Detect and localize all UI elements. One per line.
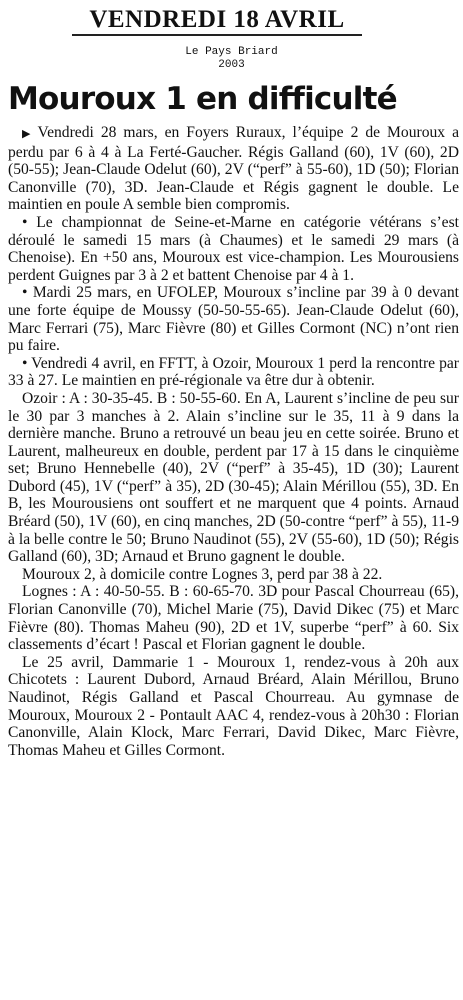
publication-name: Le Pays Briard xyxy=(185,46,278,58)
article-paragraph-6: Mouroux 2, à domicile contre Lognes 3, perd par 38 à 22. xyxy=(22,565,383,583)
publication-source xyxy=(0,46,463,72)
headline: Mouroux 1 en difficulté xyxy=(8,81,397,117)
article-paragraph-1: ▶ Vendredi 28 mars, en Foyers Ruraux, l’équipe 2 de Mouroux a perdu par 6 à 4 à La Ferté-Gaucher. Régis Galland (60), 1V (60), 2D (50-55); Jean-Claude Odelut (60), 2V (“perf” à 55-60), 1D (50); Florian Canonville (70), 3D. Jean-Claude et Régis gagnent le double. Le maintien en poule A semble bien compromis. xyxy=(8,124,459,214)
dateline-box xyxy=(72,6,362,36)
publication-year: 2003 xyxy=(218,59,245,71)
article-paragraph-3: • Mardi 25 mars, en UFOLEP, Mouroux s’incline par 39 à 0 devant une forte équipe de Moussy (50-50-55-65). Jean-Claude Odelut (60), Marc Ferrari (75), Marc Fièvre (80) et Gilles Cormont (NC) n’ont rien pu faire. xyxy=(8,284,459,355)
article-paragraph-5: Ozoir : A : 30-35-45. B : 50-55-60. En A, Laurent s’incline de peu sur le 30 par 3 manches à 2. Alain s’incline sur le 35, 11 à 9 dans la dernière manche. Bruno a retrouvé un beau jeu en cette soirée. Bruno et Laurent, malheureux en double, perdent par 17 à 15 dans le cinquième set; Bruno Hennebelle (40), 2V (“perf” à 35-45), 1D (30); Laurent Dubord (45), 1V (“perf” à 35), 2D (30-45); Alain Mérillou (55), 3D. En B, les Mourousiens ont souffert et ne marquent que 4 points. Arnaud Bréard (50), 1V (60), en cinq manches, 2D (50-contre “perf” à 55), 11-9 à la belle contre le 50; Bruno Naudinot (55), 2V (55-60), 1D (50); Régis Galland (60), 3D; Arnaud et Bruno gagnent le double. xyxy=(8,389,459,566)
article-paragraph-2: • Le championnat de Seine-et-Marne en catégorie vétérans s’est déroulé le samedi 15 mars (à Chaumes) et le samedi 29 mars (à Chenoise). En +50 ans, Mouroux est vice-champion. Les Mourousiens perdent Guignes par 3 à 2 et battent Chenoise par 4 à 1. xyxy=(8,213,459,284)
article-paragraph-4: • Vendredi 4 avril, en FFTT, à Ozoir, Mouroux 1 perd la rencontre par 33 à 27. Le maintien en pré-régionale va être dur à obtenir. xyxy=(8,354,459,390)
article-body xyxy=(8,124,459,759)
article-paragraph-8: Le 25 avril, Dammarie 1 - Mouroux 1, rendez-vous à 20h aux Chicotets : Laurent Dubord, Arnaud Bréard, Alain Mérillou, Bruno Naudinot, Régis Galland et Pascal Chourreau. Au gymnase de Mouroux, Mouroux 2 - Pontault AAC 4, rendez-vous à 20h30 : Florian Canonville, Alain Klock, Marc Ferrari, David Dikec, Marc Fièvre, Thomas Maheu et Gilles Cormont. xyxy=(8,653,459,759)
article-paragraph-7: Lognes : A : 40-50-55. B : 60-65-70. 3D pour Pascal Chourreau (65), Florian Canonville (70), Michel Marie (75), David Dikec (75) et Marc Fièvre (80). Thomas Maheu (90), 2D et 1V, superbe “perf” à 60. Six classements d’écart ! Pascal et Florian gagnent le double. xyxy=(8,583,459,654)
dateline: VENDREDI 18 AVRIL xyxy=(89,6,345,33)
